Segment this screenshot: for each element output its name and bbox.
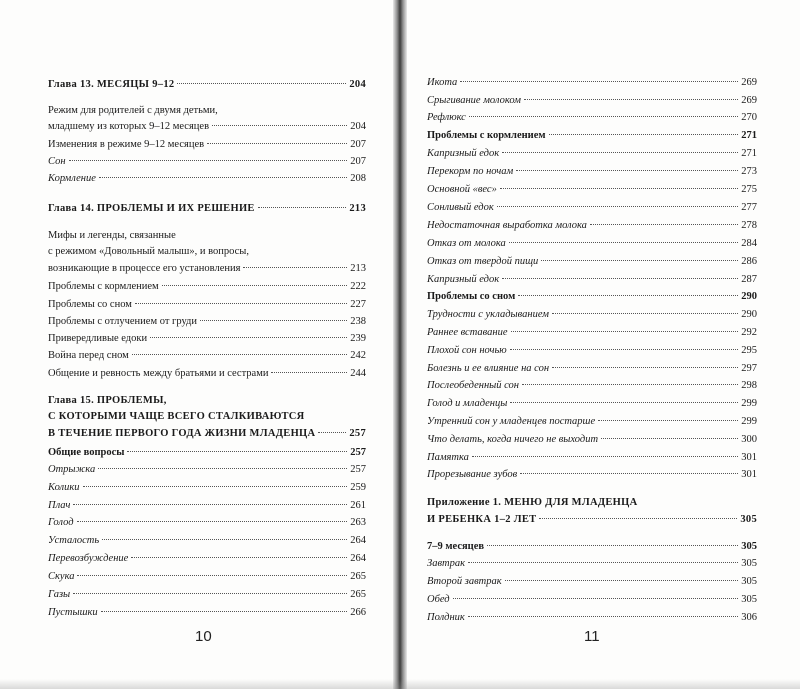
toc-entry-page: 297 bbox=[741, 363, 757, 374]
leader-dots bbox=[590, 224, 738, 225]
leader-dots bbox=[469, 116, 738, 117]
toc-entry-title: Полдник bbox=[427, 612, 465, 623]
toc-entry bbox=[48, 367, 366, 381]
toc-entry bbox=[48, 332, 366, 346]
toc-entry bbox=[427, 593, 757, 607]
toc-entry-page: 263 bbox=[350, 517, 366, 528]
toc-entry bbox=[427, 344, 757, 358]
toc-entry bbox=[427, 94, 757, 108]
leader-dots bbox=[552, 313, 738, 314]
toc-entry-title: И РЕБЕНКА 1–2 ЛЕТ bbox=[427, 514, 537, 525]
toc-entry-page: 295 bbox=[741, 345, 757, 356]
leader-dots bbox=[541, 260, 738, 261]
leader-dots bbox=[150, 337, 347, 338]
toc-entry-page: 290 bbox=[741, 309, 757, 320]
leader-dots bbox=[162, 285, 348, 286]
toc-entry-title: Основной «вес» bbox=[427, 184, 497, 195]
leader-dots bbox=[552, 367, 738, 368]
toc-entry-title: Отрыжка bbox=[48, 464, 96, 475]
leader-dots bbox=[511, 331, 739, 332]
toc-entry-page: 269 bbox=[741, 95, 757, 106]
toc-entry-title: Изменения в режиме 9–12 месяцев bbox=[48, 139, 205, 150]
toc-entry bbox=[48, 120, 366, 134]
toc-entry bbox=[48, 427, 366, 441]
toc-entry bbox=[48, 410, 366, 424]
leader-dots bbox=[73, 593, 347, 594]
toc-entry bbox=[48, 298, 366, 312]
toc-entry-title: Кормление bbox=[48, 173, 96, 184]
leader-dots bbox=[497, 206, 738, 207]
toc-entry-page: 264 bbox=[350, 535, 366, 546]
toc-entry-title: Приложение 1. МЕНЮ ДЛЯ МЛАДЕНЦА bbox=[427, 497, 638, 508]
leader-dots bbox=[510, 349, 739, 350]
toc-entry-title: Голод и младенцы bbox=[427, 398, 508, 409]
toc-entry bbox=[48, 229, 366, 243]
toc-entry bbox=[427, 496, 757, 510]
toc-entry-title: Скука bbox=[48, 571, 75, 582]
toc-entry bbox=[427, 273, 757, 287]
toc-entry-page: 244 bbox=[350, 368, 366, 379]
toc-entry-title: Плач bbox=[48, 500, 71, 511]
toc-entry-page: 275 bbox=[741, 184, 757, 195]
toc-entry-title: Проблемы со сном bbox=[427, 291, 516, 302]
toc-entry-page: 208 bbox=[350, 173, 366, 184]
leader-dots bbox=[271, 372, 347, 373]
leader-dots bbox=[601, 438, 738, 439]
toc-entry bbox=[427, 308, 757, 322]
toc-entry-page: 292 bbox=[741, 327, 757, 338]
toc-entry bbox=[427, 219, 757, 233]
toc-entry-page: 286 bbox=[741, 256, 757, 267]
toc-entry bbox=[48, 394, 366, 408]
toc-entry bbox=[48, 315, 366, 329]
toc-entry-page: 238 bbox=[350, 316, 366, 327]
toc-entry bbox=[427, 290, 757, 304]
toc-entry-page: 207 bbox=[350, 139, 366, 150]
toc-entry bbox=[48, 552, 366, 566]
toc-entry-title: Голод bbox=[48, 517, 74, 528]
toc-entry-title: Плохой сон ночью bbox=[427, 345, 507, 356]
toc-entry-page: 261 bbox=[350, 500, 366, 511]
toc-entry-page: 277 bbox=[741, 202, 757, 213]
toc-entry-page: 305 bbox=[741, 594, 757, 605]
toc-entry-page: 259 bbox=[350, 482, 366, 493]
toc-entry-page: 213 bbox=[350, 263, 366, 274]
toc-entry-page: 222 bbox=[350, 281, 366, 292]
leader-dots bbox=[131, 557, 347, 558]
toc-entry-title: Колики bbox=[48, 482, 80, 493]
toc-entry-title: Проблемы с отлучением от груди bbox=[48, 316, 198, 327]
toc-entry bbox=[48, 349, 366, 363]
toc-entry-title: Недостаточная выработка молока bbox=[427, 220, 587, 231]
leader-dots bbox=[258, 207, 347, 208]
toc-entry bbox=[48, 606, 366, 620]
page-number-right: 11 bbox=[584, 628, 600, 645]
toc-entry bbox=[427, 611, 757, 625]
toc-entry-page: 278 bbox=[741, 220, 757, 231]
book-spine bbox=[393, 0, 407, 689]
toc-entry-title: Рефлюкс bbox=[427, 112, 466, 123]
toc-entry-page: 299 bbox=[741, 416, 757, 427]
leader-dots bbox=[502, 278, 738, 279]
toc-entry bbox=[427, 255, 757, 269]
toc-entry-title: Общие вопросы bbox=[48, 447, 125, 458]
toc-entry-page: 227 bbox=[350, 299, 366, 310]
toc-entry bbox=[48, 202, 366, 216]
toc-entry bbox=[427, 397, 757, 411]
toc-entry-title: Проблемы с кормлением bbox=[48, 281, 159, 292]
leader-dots bbox=[502, 152, 738, 153]
toc-entry-title: Утренний сон у младенцев постарше bbox=[427, 416, 596, 427]
toc-entry-title: С КОТОРЫМИ ЧАЩЕ ВСЕГО СТАЛКИВАЮТСЯ bbox=[48, 411, 305, 422]
toc-entry-page: 257 bbox=[350, 447, 366, 458]
toc-entry-title: Общение и ревность между братьями и сестрами bbox=[48, 368, 269, 379]
toc-entry-page: 306 bbox=[741, 612, 757, 623]
leader-dots bbox=[99, 177, 347, 178]
toc-entry bbox=[427, 540, 757, 554]
right-page bbox=[402, 0, 800, 689]
toc-entry-page: 287 bbox=[741, 274, 757, 285]
leader-dots bbox=[520, 473, 738, 474]
leader-dots bbox=[505, 580, 739, 581]
toc-entry-title: Привередливые едоки bbox=[48, 333, 148, 344]
toc-entry-title: Раннее вставание bbox=[427, 327, 508, 338]
toc-entry bbox=[427, 129, 757, 143]
toc-entry-page: 305 bbox=[740, 514, 757, 525]
leader-dots bbox=[77, 575, 347, 576]
toc-entry bbox=[48, 78, 366, 92]
leader-dots bbox=[127, 451, 347, 452]
toc-entry bbox=[48, 481, 366, 495]
leader-dots bbox=[598, 420, 738, 421]
toc-entry-page: 271 bbox=[741, 130, 757, 141]
toc-entry bbox=[427, 201, 757, 215]
toc-entry-page: 270 bbox=[741, 112, 757, 123]
leader-dots bbox=[77, 521, 348, 522]
toc-entry-page: 265 bbox=[350, 571, 366, 582]
toc-entry-title: с режимом «Довольный малыш», и вопросы, bbox=[48, 246, 249, 257]
toc-entry-title: Послеобеденный сон bbox=[427, 380, 520, 391]
toc-entry bbox=[48, 499, 366, 513]
toc-entry bbox=[427, 468, 757, 482]
toc-entry bbox=[48, 262, 366, 276]
toc-entry-title: Глава 13. МЕСЯЦЫ 9–12 bbox=[48, 79, 175, 90]
toc-entry bbox=[427, 513, 757, 527]
toc-entry bbox=[427, 415, 757, 429]
toc-entry-title: Сонливый едок bbox=[427, 202, 494, 213]
toc-entry-page: 273 bbox=[741, 166, 757, 177]
page-number-left: 10 bbox=[195, 628, 212, 645]
toc-entry bbox=[48, 570, 366, 584]
toc-entry-title: Обед bbox=[427, 594, 450, 605]
toc-entry-page: 271 bbox=[741, 148, 757, 159]
toc-entry bbox=[427, 433, 757, 447]
toc-entry-title: Сон bbox=[48, 156, 66, 167]
toc-entry-title: Икота bbox=[427, 77, 458, 88]
leader-dots bbox=[200, 320, 347, 321]
toc-entry-page: 305 bbox=[741, 558, 757, 569]
toc-entry bbox=[427, 451, 757, 465]
toc-entry bbox=[48, 245, 366, 259]
toc-entry-title: Усталость bbox=[48, 535, 100, 546]
toc-entry-title: Прорезывание зубов bbox=[427, 469, 518, 480]
toc-entry-page: 257 bbox=[350, 464, 366, 475]
toc-entry-title: 7–9 месяцев bbox=[427, 541, 485, 552]
leader-dots bbox=[539, 518, 737, 519]
toc-entry bbox=[427, 76, 757, 90]
toc-entry-title: Срыгивание молоком bbox=[427, 95, 521, 106]
leader-dots bbox=[472, 456, 738, 457]
leader-dots bbox=[509, 242, 738, 243]
toc-entry bbox=[427, 557, 757, 571]
leader-dots bbox=[73, 504, 347, 505]
leader-dots bbox=[549, 134, 739, 135]
toc-entry-page: 239 bbox=[350, 333, 366, 344]
page-shadow bbox=[0, 679, 800, 689]
toc-entry-title: Глава 14. ПРОБЛЕМЫ И ИХ РЕШЕНИЕ bbox=[48, 203, 255, 214]
toc-entry bbox=[48, 280, 366, 294]
toc-entry-page: 242 bbox=[350, 350, 366, 361]
toc-entry-page: 298 bbox=[741, 380, 757, 391]
toc-entry bbox=[48, 516, 366, 530]
toc-entry-title: Перевозбуждение bbox=[48, 553, 129, 564]
leader-dots bbox=[102, 539, 347, 540]
toc-entry-title: Режим для родителей с двумя детьми, bbox=[48, 105, 218, 116]
leader-dots bbox=[69, 160, 348, 161]
leader-dots bbox=[487, 545, 738, 546]
toc-entry-title: Мифы и легенды, связанные bbox=[48, 230, 176, 241]
toc-entry-title: Второй завтрак bbox=[427, 576, 502, 587]
toc-entry bbox=[427, 326, 757, 340]
toc-entry-title: Памятка bbox=[427, 452, 469, 463]
toc-entry-title: В ТЕЧЕНИЕ ПЕРВОГО ГОДА ЖИЗНИ МЛАДЕНЦА bbox=[48, 428, 316, 439]
toc-entry-title: Отказ от молока bbox=[427, 238, 506, 249]
toc-entry-title: младшему из которых 9–12 месяцев bbox=[48, 121, 210, 132]
toc-entry bbox=[48, 446, 366, 460]
toc-entry-page: 300 bbox=[741, 434, 757, 445]
toc-entry-page: 266 bbox=[350, 607, 366, 618]
toc-entry-title: Трудности с укладыванием bbox=[427, 309, 549, 320]
toc-entry-title: Перекорм по ночам bbox=[427, 166, 514, 177]
leader-dots bbox=[522, 384, 738, 385]
toc-entry-title: Пустышки bbox=[48, 607, 98, 618]
leader-dots bbox=[468, 616, 738, 617]
toc-entry-title: Проблемы со сном bbox=[48, 299, 132, 310]
leader-dots bbox=[132, 354, 347, 355]
leader-dots bbox=[212, 125, 347, 126]
leader-dots bbox=[500, 188, 738, 189]
toc-entry bbox=[427, 111, 757, 125]
leader-dots bbox=[318, 432, 346, 433]
toc-entry-page: 265 bbox=[350, 589, 366, 600]
toc-entry bbox=[48, 155, 366, 169]
toc-entry-page: 305 bbox=[741, 541, 757, 552]
toc-entry-page: 301 bbox=[741, 452, 757, 463]
toc-entry-page: 204 bbox=[349, 79, 366, 90]
leader-dots bbox=[207, 143, 347, 144]
leader-dots bbox=[98, 468, 347, 469]
toc-entry bbox=[48, 534, 366, 548]
toc-entry-page: 290 bbox=[741, 291, 757, 302]
leader-dots bbox=[83, 486, 348, 487]
leader-dots bbox=[516, 170, 738, 171]
toc-entry bbox=[427, 147, 757, 161]
toc-entry-title: Газы bbox=[48, 589, 71, 600]
leader-dots bbox=[518, 295, 738, 296]
toc-entry bbox=[48, 463, 366, 477]
toc-entry-page: 204 bbox=[350, 121, 366, 132]
toc-entry bbox=[427, 379, 757, 393]
toc-entry-title: Болезнь и ее влияние на сон bbox=[427, 363, 550, 374]
toc-entry-title: Капризный едок bbox=[427, 148, 500, 159]
leader-dots bbox=[524, 99, 738, 100]
toc-entry-page: 269 bbox=[741, 77, 757, 88]
leader-dots bbox=[243, 267, 347, 268]
toc-entry bbox=[427, 237, 757, 251]
toc-entry-page: 257 bbox=[349, 428, 366, 439]
toc-entry-title: Проблемы с кормлением bbox=[427, 130, 546, 141]
leader-dots bbox=[510, 402, 738, 403]
leader-dots bbox=[468, 562, 738, 563]
toc-entry-page: 207 bbox=[350, 156, 366, 167]
toc-entry bbox=[427, 362, 757, 376]
toc-entry-page: 305 bbox=[741, 576, 757, 587]
toc-entry bbox=[427, 575, 757, 589]
toc-entry-page: 264 bbox=[350, 553, 366, 564]
leader-dots bbox=[453, 598, 739, 599]
toc-entry-page: 301 bbox=[741, 469, 757, 480]
toc-entry bbox=[427, 183, 757, 197]
leader-dots bbox=[460, 81, 738, 82]
toc-entry bbox=[48, 172, 366, 186]
leader-dots bbox=[135, 303, 347, 304]
toc-entry-page: 299 bbox=[741, 398, 757, 409]
toc-entry-title: Глава 15. ПРОБЛЕМЫ, bbox=[48, 395, 167, 406]
toc-entry-page: 213 bbox=[349, 203, 366, 214]
toc-entry bbox=[48, 138, 366, 152]
toc-entry-title: Завтрак bbox=[427, 558, 466, 569]
left-page bbox=[0, 0, 398, 689]
toc-entry-title: возникающие в процессе его установления bbox=[48, 263, 241, 274]
toc-entry bbox=[427, 165, 757, 179]
toc-entry bbox=[48, 588, 366, 602]
toc-entry-title: Что делать, когда ничего не выходит bbox=[427, 434, 599, 445]
toc-entry bbox=[48, 104, 366, 118]
toc-entry-title: Капризный едок bbox=[427, 274, 500, 285]
toc-entry-title: Отказ от твердой пищи bbox=[427, 256, 539, 267]
leader-dots bbox=[177, 83, 346, 84]
leader-dots bbox=[101, 611, 348, 612]
toc-entry-title: Война перед сном bbox=[48, 350, 129, 361]
toc-entry-page: 284 bbox=[741, 238, 757, 249]
